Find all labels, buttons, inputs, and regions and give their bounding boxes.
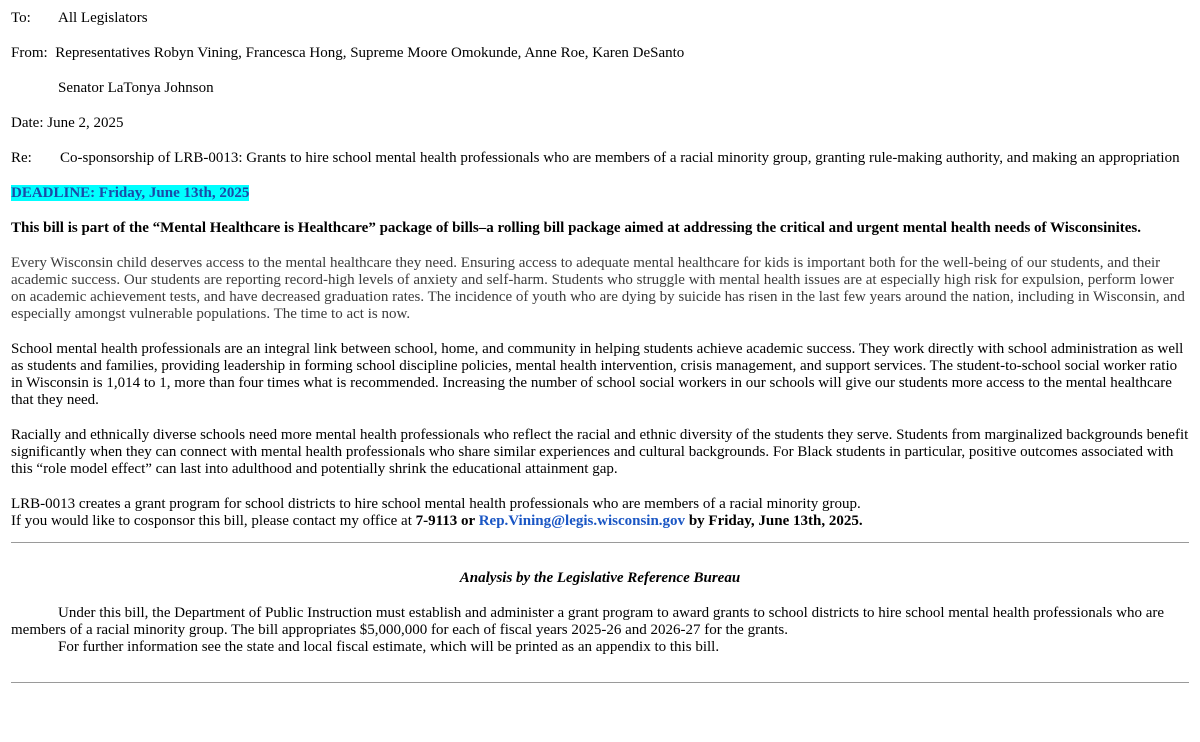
contact-line bbox=[11, 513, 1189, 530]
to-label: To: bbox=[11, 10, 31, 26]
from-line bbox=[11, 45, 1189, 62]
memo-document bbox=[11, 10, 1189, 683]
to-value: All Legislators bbox=[58, 10, 148, 26]
contact-phone: 7-9113 or bbox=[415, 513, 479, 529]
contact-suffix: by Friday, June 13th, 2025. bbox=[685, 513, 863, 529]
divider-bottom bbox=[11, 682, 1189, 683]
package-statement: This bill is part of the “Mental Healthcare is Healthcare” package of bills–a rolling bill package aimed at addressing the critical and urgent mental health needs of Wisconsinites. bbox=[11, 220, 1142, 236]
analysis-paragraph-2: For further information see the state and local fiscal estimate, which will be printed as an appendix to this bill. bbox=[58, 639, 720, 655]
contact-email-link[interactable]: Rep.Vining@legis.wisconsin.gov bbox=[478, 513, 686, 529]
from-senator: Senator LaTonya Johnson bbox=[58, 80, 214, 96]
deadline-line bbox=[11, 185, 1189, 202]
paragraph-professionals: School mental health professionals are an integral link between school, home, and community in helping students achieve academic success. They work directly with school administration as well as students and families, providing leadership in forming school discipline policies, mental health intervention, crisis management, and support services. The student-to-school social worker ratio in Wisconsin is 1,014 to 1, more than four times what is recommended. Increasing the number of school social workers in our schools will give our students more access to the mental healthcare that they need. bbox=[11, 341, 1184, 408]
paragraph-access: Every Wisconsin child deserves access to the mental healthcare they need. Ensuring access to adequate mental healthcare for kids is important both for the well-being of our students, and their academic success. Our students are reporting record-high levels of anxiety and self-harm. Students who struggle with mental health issues are at especially high risk for expulsion, perform lower on academic achievement tests, and have decreased graduation rates. The incidence of youth who are dying by suicide has risen in the last few years around the nation, including in Wisconsin, and especially amongst vulnerable populations. The time to act is now. bbox=[11, 255, 1185, 322]
paragraph-diversity: Racially and ethnically diverse schools need more mental health professionals who reflect the racial and ethnic diversity of the students they serve. Students from marginalized backgrounds benefit significantly when they can connect with mental health professionals who share similar experiences and cultural backgrounds. For Black students in particular, positive outcomes associated with this “role model effect” can last into adulthood and potentially shrink the educational attainment gap. bbox=[11, 427, 1189, 477]
date-line: Date: June 2, 2025 bbox=[11, 115, 124, 131]
deadline-highlight: DEADLINE: Friday, June 13th, 2025 bbox=[11, 185, 250, 201]
contact-prefix: If you would like to cosponsor this bill, please contact my office at bbox=[11, 513, 416, 529]
from-senator-line bbox=[11, 80, 1189, 97]
re-label: Re: bbox=[11, 150, 32, 166]
analysis-heading: Analysis by the Legislative Reference Bureau bbox=[459, 570, 741, 586]
to-line bbox=[11, 10, 1189, 27]
analysis-paragraph-1: Under this bill, the Department of Public Instruction must establish and administer a grant program to award grants to school districts to hire school mental health professionals who are members of a racial minority group. The bill appropriates $5,000,000 for each of fiscal years 2025-26 and 2026-27 for the grants. bbox=[11, 605, 1165, 638]
from-label: From: bbox=[11, 45, 48, 61]
re-line bbox=[11, 150, 1189, 167]
re-value: Co-sponsorship of LRB-0013: Grants to hire school mental health professionals who are members of a racial minority group, granting rule-making authority, and making an appropriation bbox=[60, 150, 1180, 166]
paragraph-grant-program: LRB-0013 creates a grant program for school districts to hire school mental health professionals who are members of a racial minority group. bbox=[11, 496, 861, 512]
from-value: Representatives Robyn Vining, Francesca Hong, Supreme Moore Omokunde, Anne Roe, Karen DeSanto bbox=[55, 45, 685, 61]
